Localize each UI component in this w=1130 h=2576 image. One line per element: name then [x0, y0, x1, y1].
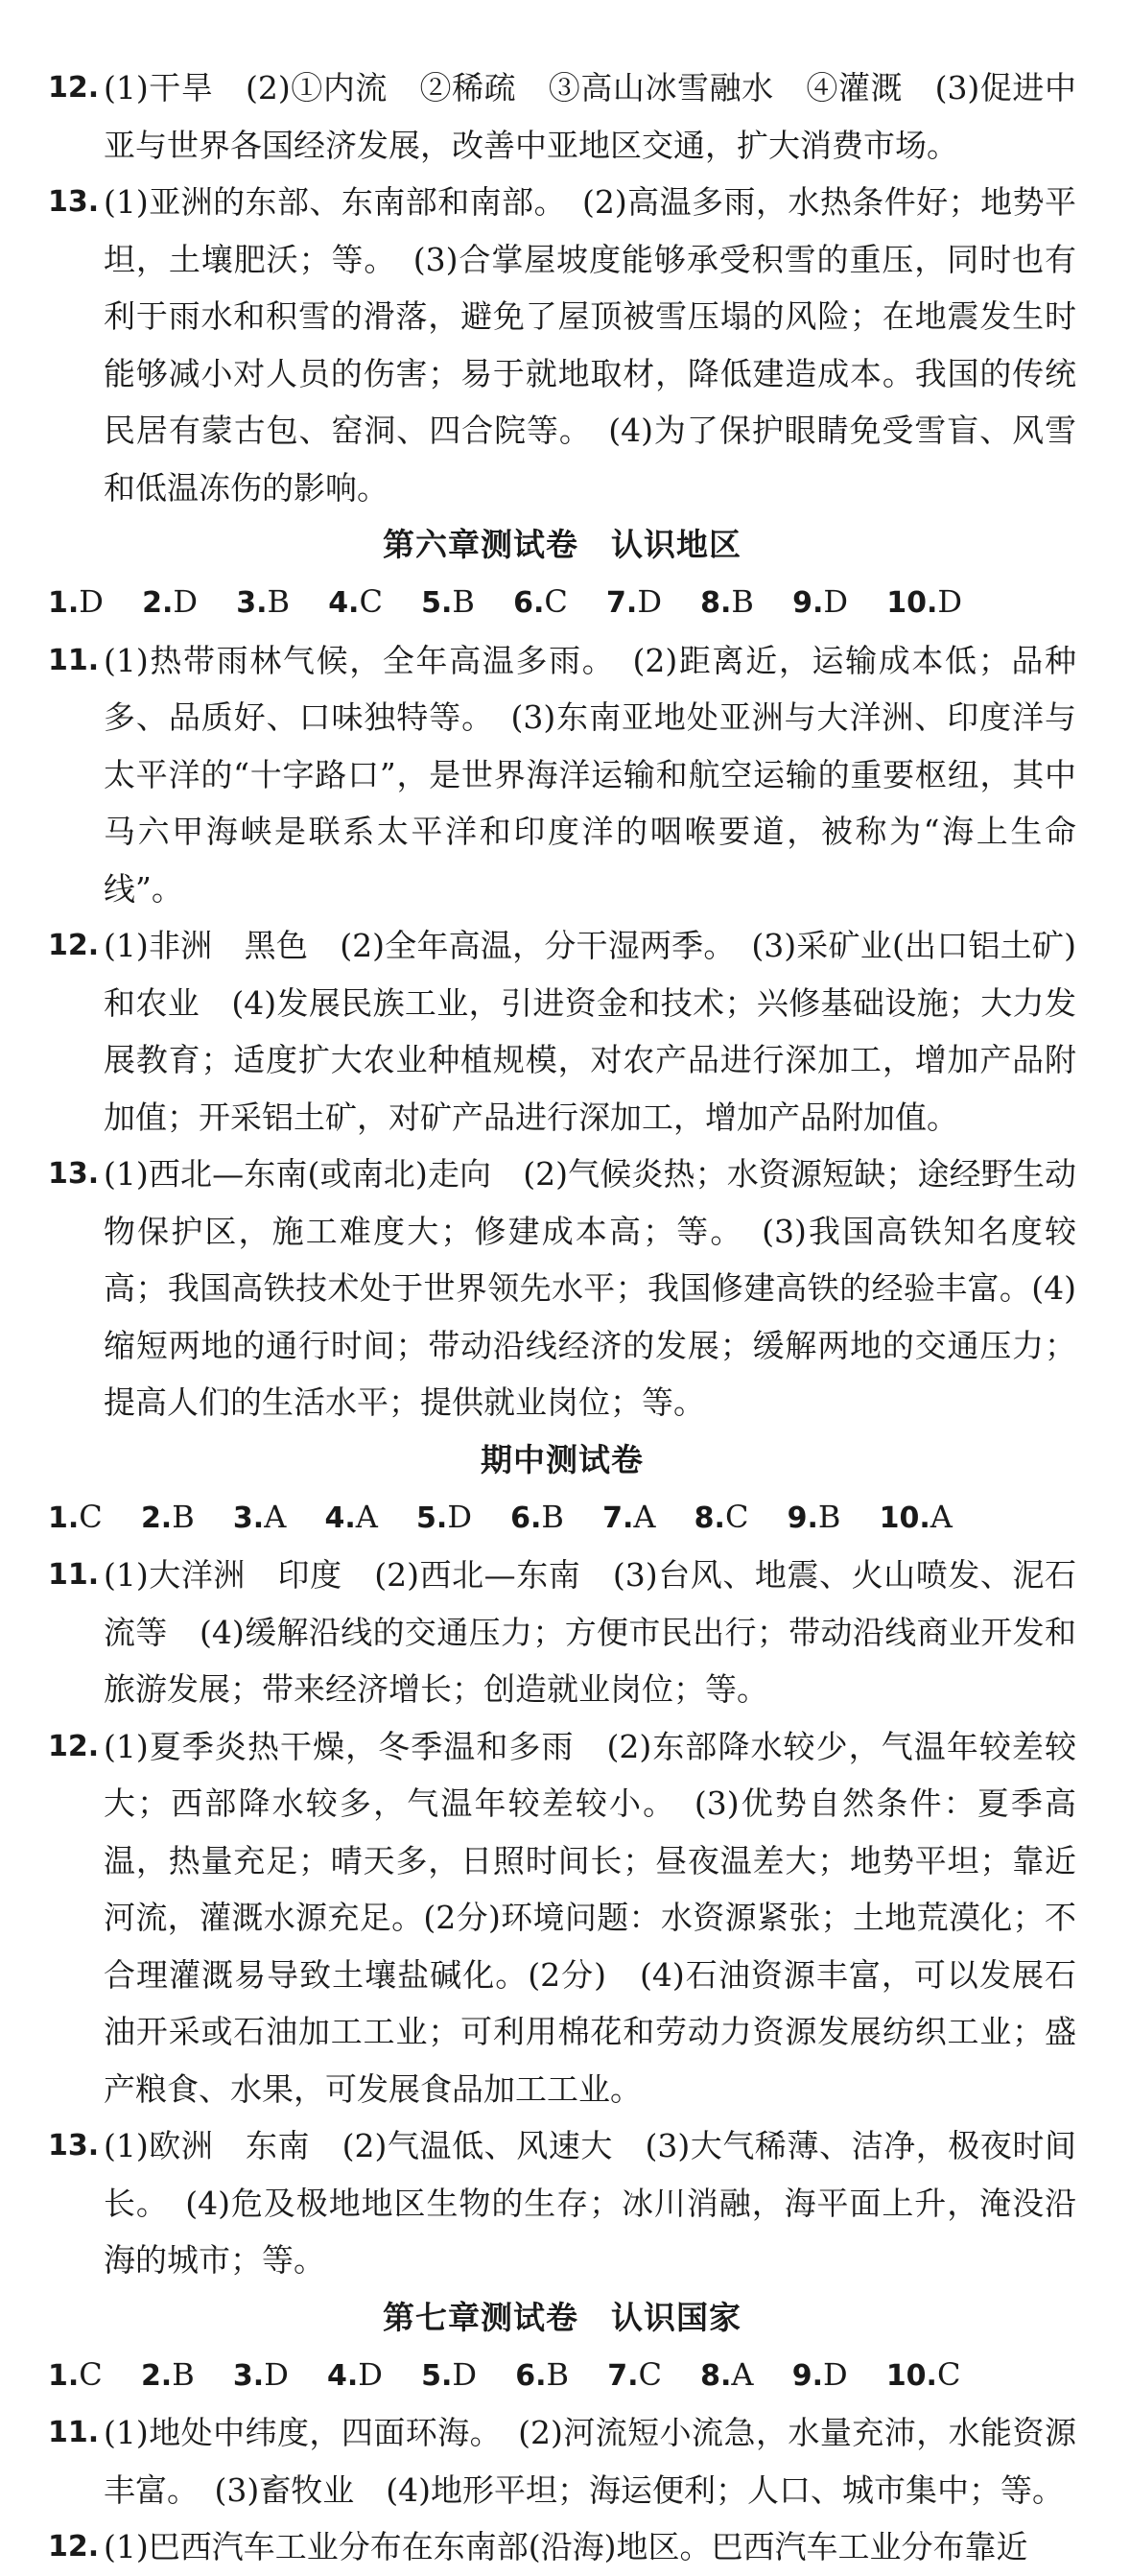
choice-answer: 9.D	[792, 583, 849, 620]
question-number: 11.	[48, 1558, 100, 1592]
choice-answer: 1.D	[48, 583, 104, 620]
choice-answer: 9.D	[791, 2355, 848, 2393]
choice-answer: 7.A	[602, 1498, 656, 1535]
choice-answer: 6.B	[510, 1498, 564, 1535]
choice-answer: 5.D	[416, 1498, 472, 1535]
question-number: 11.	[48, 2416, 100, 2449]
answer-text: (1)西北—东南(或南北)走向 (2)气候炎热；水资源短缺；途经野生动物保护区，施工难度大；修建成本高；等。 (3)我国高铁知名度较高；我国高铁技术处于世界领先水平；我国修建高铁的经验丰富。(4)缩短两地的通行时间；带动沿线经济的发展；缓解两地的交通压力；提高人们的生活水平；提供就业岗位；等。	[104, 1155, 1076, 1421]
section-heading: 期中测试卷	[481, 1440, 644, 1478]
question-number: 13.	[48, 2129, 100, 2162]
answer-paragraph	[48, 632, 1076, 918]
choice-answer: 4.C	[328, 583, 383, 620]
choice-answer: 2.D	[142, 583, 199, 620]
answer-text: (1)非洲 黑色 (2)全年高温，分干湿两季。 (3)采矿业(出口铝土矿)和农业 (4)发展民族工业，引进资金和技术；兴修基础设施；大力发展教育；适度扩大农业种植规模，对农产品进行深加工，增加产品附加值；开采铝土矿，对矿产品进行深加工，增加产品附加值。	[104, 927, 1076, 1136]
answer-text: (1)热带雨林气候，全年高温多雨。 (2)距离近，运输成本低；品种多、品质好、口味独特等。 (3)东南亚地处亚洲与大洋洲、印度洋与太平洋的“十字路口”，是世界海洋运输和航空运输的重要枢纽，其中马六甲海峡是联系太平洋和印度洋的咽喉要道，被称为“海上生命线”。	[104, 641, 1076, 908]
question-number: 12.	[48, 1729, 100, 1763]
choice-answer: 4.A	[324, 1498, 378, 1535]
question-number: 12.	[48, 929, 100, 962]
choice-answer: 6.C	[513, 583, 568, 620]
answer-paragraph	[48, 2518, 1076, 2576]
choice-answer: 4.D	[327, 2355, 383, 2393]
answer-paragraph	[48, 59, 1076, 174]
question-number: 13.	[48, 1157, 100, 1191]
answer-text: (1)夏季炎热干燥，冬季温和多雨 (2)东部降水较少，气温年较差较大；西部降水较多，气温年较差较小。 (3)优势自然条件：夏季高温，热量充足；晴天多，日照时间长；昼夜温差大；地势平坦；靠近河流，灌溉水源充足。(2分)环境问题：水资源紧张；土地荒漠化；不合理灌溉易导致土壤盐碱化。(2分) (4)石油资源丰富，可以发展石油开采或石油加工工业；可利用棉花和劳动力资源发展纺织工业；盛产粮食、水果，可发展食品加工工业。	[104, 1727, 1076, 2108]
choice-answer: 10.C	[885, 2355, 961, 2393]
answer-paragraph	[48, 2117, 1076, 2289]
choice-answer: 7.D	[606, 583, 662, 620]
choice-answers-row	[48, 2347, 1076, 2405]
choice-answer: 2.B	[140, 2355, 195, 2393]
question-number: 13.	[48, 185, 100, 219]
choice-answer: 3.D	[232, 2355, 289, 2393]
choice-answer: 3.B	[236, 583, 291, 620]
choice-answer: 1.C	[48, 2355, 103, 2393]
choice-answer: 5.D	[421, 2355, 478, 2393]
answer-paragraph	[48, 2404, 1076, 2518]
answer-text: (1)巴西汽车工业分布在东南部(沿海)地区。巴西汽车工业分布靠近	[104, 2528, 1028, 2565]
choice-answer: 10.D	[886, 583, 963, 620]
choice-answer: 9.B	[787, 1498, 841, 1535]
answer-text: (1)欧洲 东南 (2)气温低、风速大 (3)大气稀薄、洁净，极夜时间长。 (4)危及极地地区生物的生存；冰川消融，海平面上升，淹没沿海的城市；等。	[104, 2127, 1076, 2279]
choice-answer: 7.C	[607, 2355, 662, 2393]
question-number: 12.	[48, 71, 100, 105]
choice-answer: 8.C	[694, 1498, 749, 1535]
section-heading: 第七章测试卷 认识国家	[383, 2298, 742, 2336]
answer-text: (1)地处中纬度，四面环海。 (2)河流短小流急，水量充沛，水能资源丰富。 (3)畜牧业 (4)地形平坦；海运便利；人口、城市集中；等。	[104, 2414, 1076, 2509]
choice-answer: 6.B	[515, 2355, 570, 2393]
question-number: 12.	[48, 2530, 100, 2564]
choice-answers-row	[48, 1489, 1076, 1548]
answer-text: (1)亚洲的东部、东南部和南部。 (2)高温多雨，水热条件好；地势平坦，土壤肥沃；等。 (3)合掌屋坡度能够承受积雪的重压，同时也有利于雨水和积雪的滑落，避免了屋顶被雪压塌的风险；在地震发生时能够减小对人员的伤害；易于就地取材，降低建造成本。我国的传统民居有蒙古包、窑洞、四合院等。 (4)为了保护眼睛免受雪盲、风雪和低温冻伤的影响。	[104, 183, 1076, 507]
choice-answer: 8.A	[700, 2355, 754, 2393]
answer-text: (1)大洋洲 印度 (2)西北—东南 (3)台风、地震、火山喷发、泥石流等 (4)缓解沿线的交通压力；方便市民出行；带动沿线商业开发和旅游发展；带来经济增长；创造就业岗位；等。	[104, 1556, 1076, 1708]
choice-answer: 5.B	[421, 583, 475, 620]
choice-answer: 10.A	[879, 1498, 953, 1535]
choice-answer: 3.A	[232, 1498, 287, 1535]
answer-paragraph	[48, 1146, 1076, 1431]
answer-paragraph	[48, 1718, 1076, 2118]
choice-answer: 1.C	[48, 1498, 103, 1535]
answer-paragraph	[48, 174, 1076, 516]
answer-paragraph	[48, 917, 1076, 1146]
choice-answer: 8.B	[700, 583, 754, 620]
choice-answers-row	[48, 574, 1076, 632]
section-heading: 第六章测试卷 认识地区	[383, 526, 742, 563]
answer-text: (1)干旱 (2)①内流 ②稀疏 ③高山冰雪融水 ④灌溉 (3)促进中亚与世界各国经济发展，改善中亚地区交通，扩大消费市场。	[104, 69, 1076, 164]
choice-answer: 2.B	[140, 1498, 195, 1535]
answer-paragraph	[48, 1547, 1076, 1718]
question-number: 11.	[48, 643, 100, 677]
